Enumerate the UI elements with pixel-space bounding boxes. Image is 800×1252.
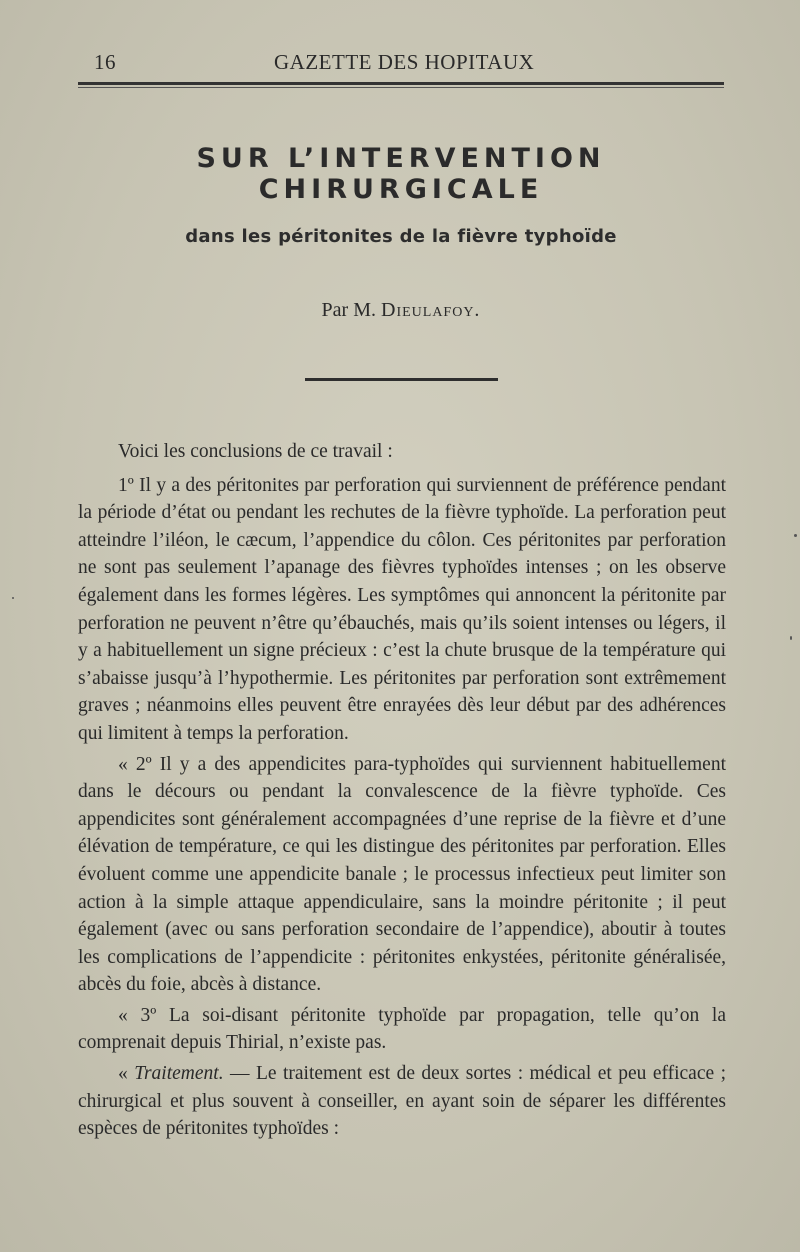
paragraph-1: 1º Il y a des péritonites par perforation qui surviennent de préférence pendant la période d’état ou pendant les rechutes de la fièvre typhoïde. La perforation peut atteindre l’iléon, le cæcum, l’appendice du côlon. Ces péritonites par perforation ne sont pas seulement l’apanage des fièvres typhoïdes intenses ; on les observe également dans les formes légères. Les symptômes qui annoncent la péritonite par perforation ne peuvent n’être qu’ébauchés, mais qu’ils soient intenses ou légers, il y a habituellement un signe précieux : c’est la chute brusque de la température qui s’abaisse jusqu’à l’hypothermie. Les péritonites par perforation sont extrêmement graves ; néanmoins elles peuvent être enrayées dès leur début par des adhérences qui limitent à temps la perforation. bbox=[78, 474, 726, 744]
treatment-heading: Traitement. bbox=[134, 1063, 224, 1085]
paragraph-3: « 3º La soi-disant péritonite typhoïde par propagation, telle qu’on la comprenait depuis Thirial, n’existe pas. bbox=[78, 1004, 726, 1054]
author-name: Dieulafoy. bbox=[381, 299, 481, 321]
paper-speck bbox=[12, 597, 14, 599]
header-rule bbox=[78, 82, 724, 85]
running-head bbox=[78, 50, 724, 80]
page-number: 16 bbox=[94, 50, 116, 74]
paragraph-2: « 2º Il y a des appendicites para-typhoïdes qui surviennent habituellement dans le décours ou pendant la convalescence de la fièvre typhoïde. Ces appendicites sont généralement accompagnées d’une reprise de la fièvre et d’une élévation de température, ce qui les distingue des péritonites par perforation. Elles évoluent comme une appendicite banale ; le processus infectieux peut limiter son action à la simple attaque appendiculaire, sans la moindre péritonite ; il peut également (avec ou sans perforation secondaire de l’appendice), aboutir à toutes les complications de l’appendicite : péritonites enkystées, péritonite généralisée, abcès du foie, abcès à distance. bbox=[78, 753, 726, 996]
byline-prefix: Par M. bbox=[321, 299, 381, 321]
article-subtitle: dans les péritonites de la fièvre typhoïde bbox=[185, 226, 617, 247]
paper-speck bbox=[790, 636, 792, 640]
paragraph-4-prefix: « bbox=[118, 1063, 135, 1085]
header-rule-thin bbox=[78, 87, 724, 88]
paper-speck bbox=[794, 534, 797, 537]
byline bbox=[78, 299, 724, 322]
journal-name: GAZETTE DES HOPITAUX bbox=[274, 50, 535, 74]
intro-paragraph: Voici les conclusions de ce travail : bbox=[118, 441, 393, 462]
article-title: SUR L’INTERVENTION CHIRURGICALE bbox=[196, 143, 606, 205]
section-divider bbox=[305, 378, 498, 381]
paragraph-4-text: — Le traitement est de deux sortes : médical et peu efficace ; chirurgical et plus souvent à conseiller, en ayant soin de séparer les différentes espèces de péritonites typhoïdes : bbox=[78, 1063, 726, 1140]
article-body bbox=[78, 438, 726, 1146]
paragraph-4 bbox=[78, 1060, 726, 1143]
